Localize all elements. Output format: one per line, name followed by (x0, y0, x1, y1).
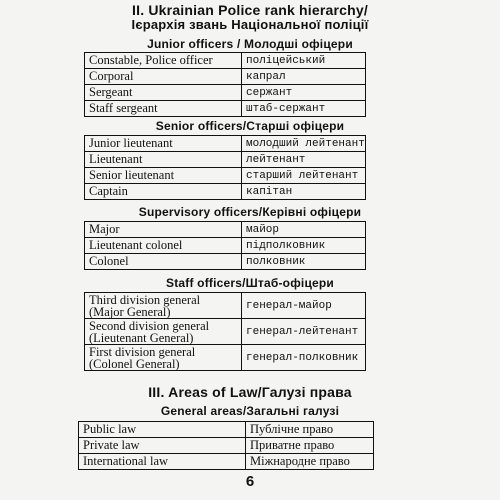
rank-en (85, 293, 242, 319)
table-row (79, 438, 374, 454)
table-row (85, 168, 366, 184)
rank-ua: молодший лейтенант (242, 136, 366, 152)
table-row (85, 184, 366, 200)
rank-ua: сержант (242, 85, 366, 101)
rank-en: Senior lieutenant (85, 168, 242, 184)
rank-ua: підполковник (242, 238, 366, 254)
law-area-en: Private law (79, 438, 246, 454)
table-row (79, 454, 374, 470)
general-areas-table (78, 421, 374, 470)
rank-ua: штаб-сержант (242, 101, 366, 117)
table-row (85, 254, 366, 270)
table-row (85, 238, 366, 254)
table-row (85, 319, 366, 345)
rank-en-line2: (Lieutenant General) (89, 330, 194, 345)
rank-ua: генерал-майор (242, 293, 366, 319)
rank-en-line2: (Colonel General) (89, 356, 180, 371)
law-area-ua: Публічне право (246, 422, 374, 438)
table-row (85, 101, 366, 117)
junior-officers-heading: Junior officers / Молодші офіцери (147, 37, 353, 51)
rank-en: Sergeant (85, 85, 242, 101)
table-row (85, 53, 366, 69)
table-row (85, 152, 366, 168)
rank-en: Junior lieutenant (85, 136, 242, 152)
rank-en: Colonel (85, 254, 242, 270)
rank-ua: капрал (242, 69, 366, 85)
table-row (85, 136, 366, 152)
law-area-ua: Приватне право (246, 438, 374, 454)
rank-en-line1: Second division general (89, 318, 210, 333)
table-row (85, 85, 366, 101)
rank-ua: старший лейтенант (242, 168, 366, 184)
junior-officers-table (84, 52, 366, 117)
rank-en (85, 319, 242, 345)
section-title-rank-hierarchy: II. Ukrainian Police rank hierarchy/ (132, 2, 368, 18)
rank-en: Lieutenant (85, 152, 242, 168)
rank-ua: генерал-полковник (242, 345, 366, 371)
law-area-en: International law (79, 454, 246, 470)
table-row (85, 345, 366, 371)
senior-officers-table (84, 135, 366, 200)
rank-en-line2: (Major General) (89, 304, 171, 319)
rank-en-line1: Third division general (89, 292, 201, 307)
senior-officers-heading: Senior officers/Старші офіцери (155, 119, 345, 133)
rank-ua: майор (242, 222, 366, 238)
rank-en: Constable, Police officer (85, 53, 242, 69)
rank-en: Lieutenant colonel (85, 238, 242, 254)
table-row (85, 222, 366, 238)
rank-en: Staff sergeant (85, 101, 242, 117)
table-row (79, 422, 374, 438)
law-area-ua: Міжнародне право (246, 454, 374, 470)
law-area-en: Public law (79, 422, 246, 438)
rank-en: Captain (85, 184, 242, 200)
rank-ua: полковник (242, 254, 366, 270)
rank-ua: лейтенант (242, 152, 366, 168)
rank-ua: поліцейський (242, 53, 366, 69)
rank-en-line1: First division general (89, 344, 196, 359)
general-areas-heading: General areas/Загальні галузі (160, 404, 340, 418)
supervisory-officers-heading: Supervisory officers/Керівні офіцери (138, 205, 362, 219)
rank-ua: капітан (242, 184, 366, 200)
supervisory-officers-table (84, 221, 366, 270)
section-title-rank-hierarchy-ua: Ієрархія звань Національної поліції (131, 17, 369, 32)
staff-officers-table (84, 292, 366, 371)
page-number: 6 (245, 473, 255, 490)
rank-ua: генерал-лейтенант (242, 319, 366, 345)
rank-en: Major (85, 222, 242, 238)
table-row (85, 293, 366, 319)
table-row (85, 69, 366, 85)
section-title-areas-of-law: III. Areas of Law/Галузі права (148, 384, 352, 400)
staff-officers-heading: Staff officers/Штаб-офіцери (165, 276, 335, 290)
rank-en (85, 345, 242, 371)
rank-en: Corporal (85, 69, 242, 85)
